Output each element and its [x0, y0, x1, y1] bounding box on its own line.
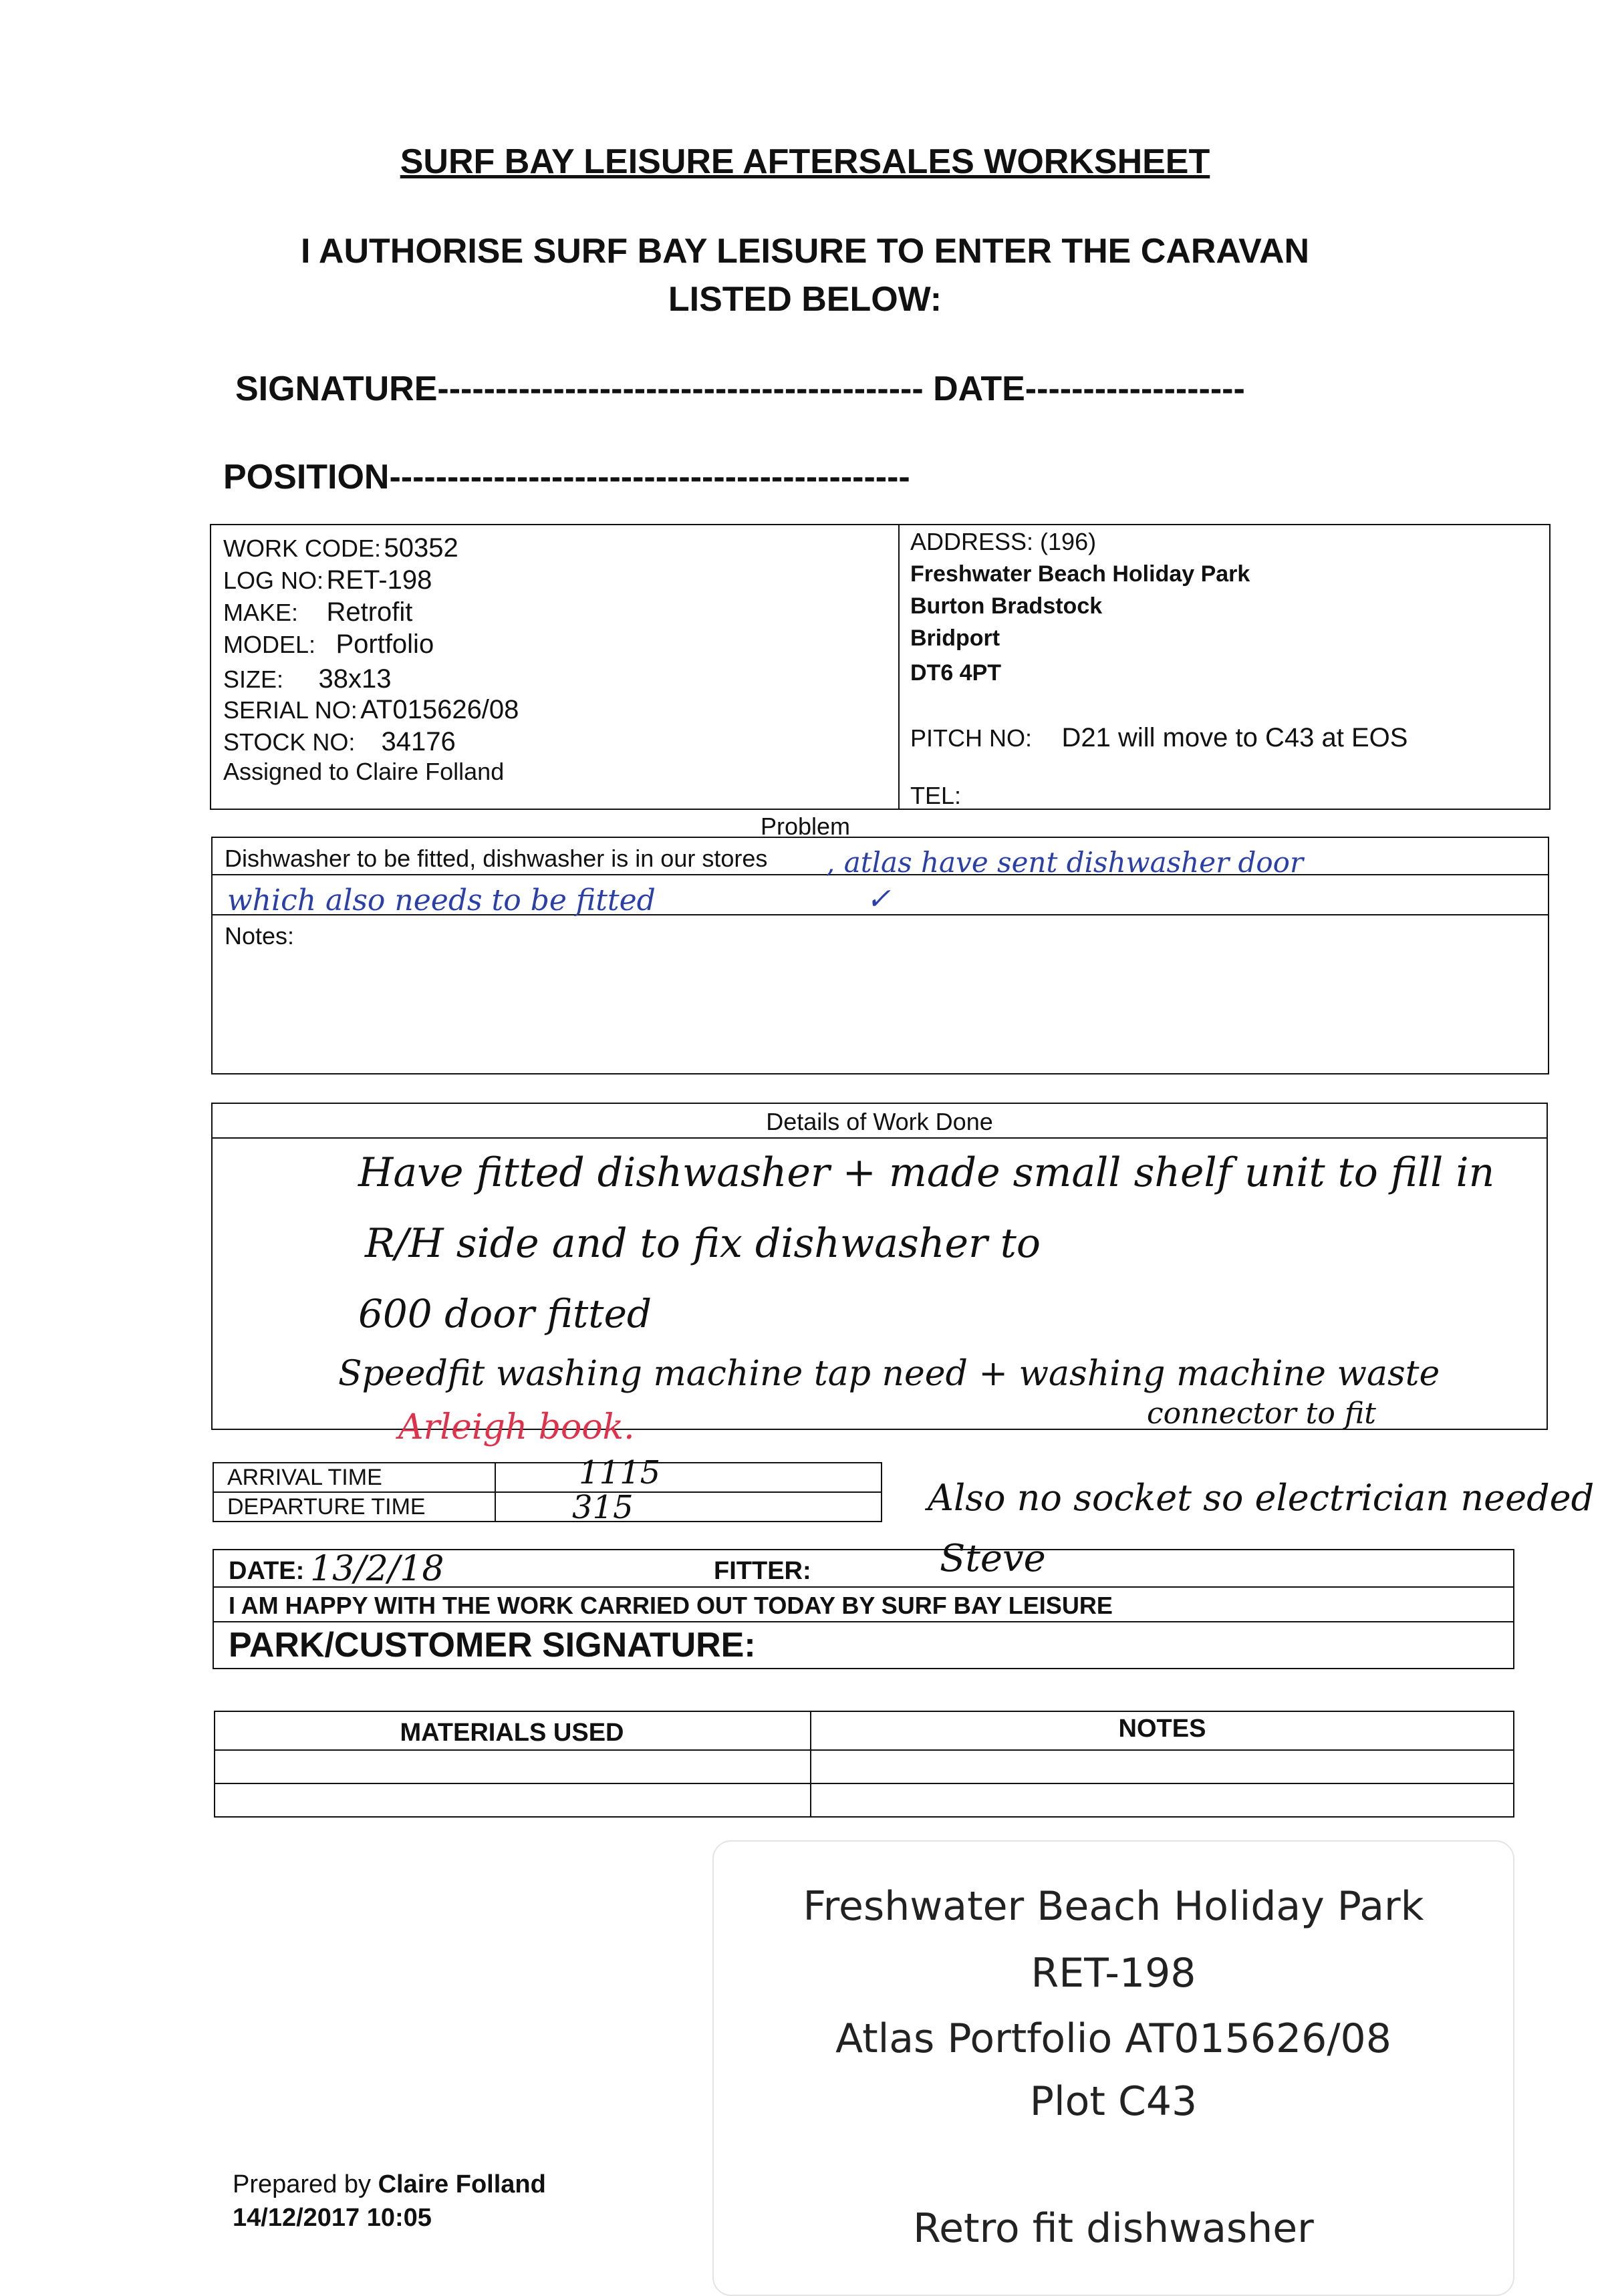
size-row	[223, 664, 391, 694]
address-line-3: Bridport	[910, 625, 1000, 651]
address-line-4: DT6 4PT	[910, 660, 1002, 686]
problem-handwritten-2: which also needs to be fitted	[227, 883, 656, 917]
work-done-line-1: Have fitted dishwasher + made small shelf unit to fill in	[358, 1149, 1495, 1196]
address-label: ADDRESS: (196)	[910, 528, 1097, 555]
departure-time-label: DEPARTURE TIME	[227, 1494, 426, 1520]
pitch-value: D21 will move to C43 at EOS	[1061, 723, 1408, 752]
work-code-label: WORK CODE:	[223, 535, 382, 562]
authorise-line-1: I AUTHORISE SURF BAY LEISURE TO ENTER THE CARAVAN	[300, 232, 1310, 271]
electrician-note: Also no socket so electrician needed	[928, 1477, 1595, 1519]
problem-heading: Problem	[760, 813, 851, 840]
model-row	[223, 629, 434, 660]
work-done-line-2: R/H side and to fix dishwasher to	[365, 1220, 1041, 1267]
tick-mark: ✓	[866, 882, 891, 916]
prepared-by	[233, 2170, 546, 2199]
pitch-row	[910, 723, 1407, 753]
pitch-label: PITCH NO:	[910, 724, 1033, 752]
label-card-line-4: Plot C43	[1029, 2078, 1198, 2125]
size-label: SIZE:	[223, 666, 284, 693]
serial-value: AT015626/08	[360, 695, 519, 724]
log-no-label: LOG NO:	[223, 567, 324, 594]
authorise-line-2: LISTED BELOW:	[668, 280, 942, 319]
worksheet-title-text: SURF BAY LEISURE AFTERSALES WORKSHEET	[400, 142, 1210, 181]
work-done-line-4b: connector to fit	[1147, 1397, 1376, 1431]
size-value: 38x13	[318, 664, 392, 694]
tel-label: TEL:	[910, 782, 962, 809]
materials-row-divider-1	[214, 1749, 1514, 1751]
customer-signature-label: PARK/CUSTOMER SIGNATURE:	[229, 1626, 756, 1665]
work-code-row	[223, 533, 458, 563]
problem-text: Dishwasher to be fitted, dishwasher is in our stores	[225, 845, 768, 872]
label-card-line-1: Freshwater Beach Holiday Park	[803, 1883, 1424, 1930]
stock-label: STOCK NO:	[223, 728, 356, 756]
materials-used-header: MATERIALS USED	[400, 1719, 624, 1747]
signature-date-line: SIGNATURE------------------------------------------ DATE-------------------	[235, 370, 1245, 408]
signoff-row-divider-2	[213, 1621, 1514, 1622]
notes-label: Notes:	[225, 922, 295, 950]
make-value: Retrofit	[326, 597, 413, 627]
work-code-value: 50352	[384, 533, 458, 563]
arrival-time-value: 1115	[579, 1454, 661, 1491]
assigned-to: Assigned to Claire Folland	[223, 758, 505, 785]
date-label: DATE:	[229, 1557, 305, 1585]
make-label: MAKE:	[223, 599, 299, 626]
address-line-1: Freshwater Beach Holiday Park	[910, 561, 1250, 587]
worksheet-title	[0, 142, 1610, 182]
prepared-prefix: Prepared by	[233, 2170, 378, 2198]
arrival-time-label: ARRIVAL TIME	[227, 1465, 382, 1490]
work-done-red-note: Arleigh book.	[398, 1407, 635, 1447]
serial-row	[223, 695, 519, 725]
work-done-line-4a: Speedfit washing machine tap need + washing machine waste	[338, 1354, 1440, 1394]
make-row	[223, 597, 412, 627]
serial-label: SERIAL NO:	[223, 696, 358, 724]
problem-handwritten-1: , atlas have sent dishwasher door	[826, 846, 1304, 879]
notes-header: NOTES	[1118, 1715, 1206, 1743]
date-value: 13/2/18	[310, 1549, 444, 1589]
work-done-heading: Details of Work Done	[766, 1108, 993, 1135]
work-done-line-3: 600 door fitted	[358, 1291, 652, 1336]
model-label: MODEL:	[223, 631, 316, 658]
work-done-heading-divider	[211, 1137, 1548, 1139]
details-divider	[898, 524, 900, 810]
label-card-line-3: Atlas Portfolio AT015626/08	[835, 2015, 1391, 2062]
label-card-line-2: RET-198	[1031, 1950, 1196, 1997]
times-col-divider	[495, 1462, 496, 1522]
materials-row-divider-2	[214, 1783, 1514, 1784]
prepared-timestamp: 14/12/2017 10:05	[233, 2204, 432, 2232]
stock-row	[223, 727, 456, 757]
departure-time-value: 315	[572, 1489, 634, 1526]
fitter-value: Steve	[940, 1537, 1046, 1580]
label-card-line-5: Retro fit dishwasher	[913, 2205, 1314, 2252]
model-value: Portfolio	[336, 629, 434, 659]
position-line: POSITION---------------------------------------------	[223, 458, 910, 496]
log-no-row	[223, 565, 432, 595]
log-no-value: RET-198	[326, 565, 432, 595]
fitter-label: FITTER:	[714, 1557, 811, 1585]
address-line-2: Burton Bradstock	[910, 593, 1103, 619]
prepared-name: Claire Folland	[378, 2170, 546, 2198]
times-row-divider	[213, 1491, 882, 1493]
stock-value: 34176	[381, 727, 456, 756]
happy-statement: I AM HAPPY WITH THE WORK CARRIED OUT TODAY BY SURF BAY LEISURE	[229, 1592, 1113, 1619]
